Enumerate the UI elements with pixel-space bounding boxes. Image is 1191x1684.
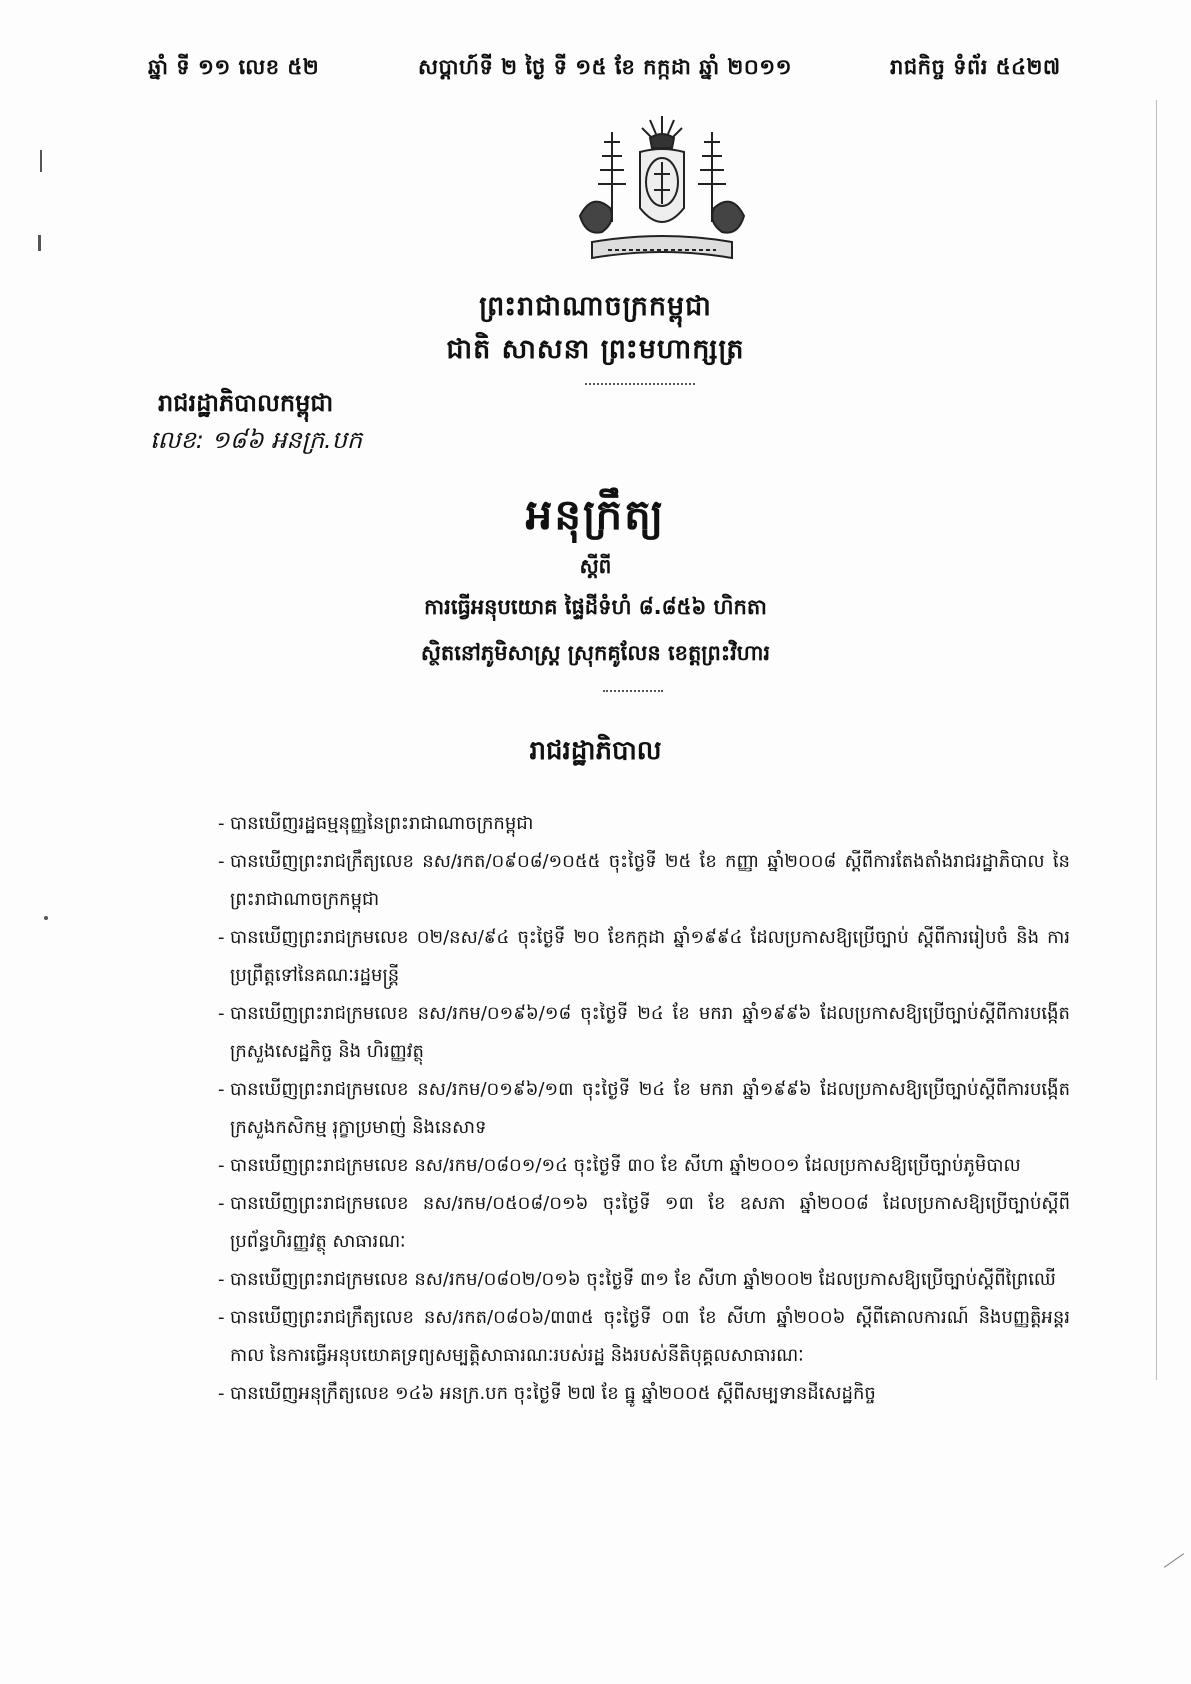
separator [603,690,663,692]
scan-speck [44,916,48,920]
document-subject-line-2: ស្ថិតនៅភូមិសាស្ត្រ ស្រុកគូលែន ខេត្តព្រះវិហារ [420,641,771,665]
list-item [230,843,1070,919]
preamble-list [230,805,1070,1413]
list-item [230,1071,1070,1147]
gazette-page-number: រាជកិច្ច ទំព័រ ៥៤២៧ [890,55,1061,79]
scan-speck [1156,100,1157,1380]
list-item-text: - បានឃើញព្រះរាជក្រមលេខ នស/រកម/០៨០១/១៤ ចុះថ្ងៃទី ៣០ ខែ សីហា ឆ្នាំ២០០១ ដែលប្រកាសឱ្យប្រើច្បាប់ភូមិបាល [230,1155,1021,1176]
list-item [230,1147,1070,1185]
scan-speck [1164,1553,1184,1568]
scan-speck [40,150,42,172]
list-item-text: - បានឃើញព្រះរាជក្រមលេខ នស/រកម/០៥០៨/០១៦ ចុះថ្ងៃទី ១៣ ខែ ឧសភា ឆ្នាំ២០០៨ ដែលប្រកាសឱ្យប្រើច្បាប់ស្តីពីប្រព័ន្ធហិរញ្ញវត្ថុ សាធារណៈ [230,1193,1070,1252]
list-item [230,805,1070,843]
reference-number: លេខ: ១៨៦ អនក្រ.បក [150,426,363,454]
list-item [230,1185,1070,1261]
kingdom-name: ព្រះរាជាណាចក្រកម្ពុជា [479,291,712,322]
scan-speck [38,235,41,251]
document-about: ស្តីពី [579,554,612,578]
list-item [230,1375,1070,1413]
list-item-text: - បានឃើញព្រះរាជក្រមលេខ ០២/នស/៩៤ ចុះថ្ងៃទី ២០ ខែកក្កដា ឆ្នាំ១៩៩៤ ដែលប្រកាសឱ្យប្រើច្បាប់ ស្តីពីការរៀបចំ និង ការប្រព្រឹត្តទៅនៃគណៈរដ្ឋមន្ត្រី [230,927,1070,986]
list-item-text: - បានឃើញព្រះរាជក្រឹត្យលេខ នស/រកត/០៩០៨/១០៥៥ ចុះថ្ងៃទី ២៥ ខែ កញ្ញា ឆ្នាំ២០០៨ ស្តីពីការតែងតាំងរាជរដ្ឋាភិបាល នៃព្រះរាជាណាចក្រកម្ពុជា [230,851,1070,910]
list-item-text: - បានឃើញអនុក្រឹត្យលេខ ១៤៦ អនក្រ.បក ចុះថ្ងៃទី ២៧ ខែ ធ្នូ ឆ្នាំ២០០៥ ស្តីពីសម្បទានដីសេដ្ឋកិច្ច [230,1383,876,1404]
list-item-text: - បានឃើញព្រះរាជក្រមលេខ នស/រកម/០១៩៦/១៣ ចុះថ្ងៃទី ២៤ ខែ មករា ឆ្នាំ១៩៩៦ ដែលប្រកាសឱ្យប្រើច្បាប់ស្តីពីការបង្កើតក្រសួងកសិកម្ម រុក្ខាប្រមាញ់ និងនេសាទ [230,1079,1070,1138]
list-item [230,1299,1070,1375]
list-item-text: - បានឃើញព្រះរាជក្រឹត្យលេខ នស/រកត/០៨០៦/៣៣៥ ចុះថ្ងៃទី ០៣ ខែ សីហា ឆ្នាំ២០០៦ ស្តីពីគោលការណ៍ និងបញ្ញត្តិអន្តរកាល នៃការធ្វើអនុបយោគទ្រព្យសម្បត្តិសាធារណៈរបស់រដ្ឋ និងរបស់នីតិបុគ្គលសាធារណៈ [230,1307,1070,1366]
list-item-text: - បានឃើញព្រះរាជក្រមលេខ នស/រកម/០៨០២/០១៦ ចុះថ្ងៃទី ៣១ ខែ សីហា ឆ្នាំ២០០២ ដែលប្រកាសឱ្យប្រើច្បាប់ស្តីពីព្រៃឈើ [230,1269,1056,1290]
issuing-authority: រាជរដ្ឋាភិបាលកម្ពុជា [158,389,334,417]
royal-arms-icon [572,112,752,272]
document-subject-line-1: ការធ្វើអនុបយោគ ផ្ទៃដីទំហំ ៨.៨៥៦ ហិកតា [424,595,767,619]
list-item [230,1261,1070,1299]
document-title: អនុក្រឹត្យ [525,490,666,539]
gazette-year-issue: ឆ្នាំ ទី ១១ លេខ ៥២ [148,55,320,79]
separator [585,383,695,385]
national-motto: ជាតិ សាសនា ព្រះមហាក្សត្រ [446,334,745,365]
list-item [230,995,1070,1071]
gazette-date: សប្តាហ៍ទី ២ ថ្ងៃ ទី ១៥ ខែ កក្កដា ឆ្នាំ ២០១១ [418,55,792,79]
list-item-text: - បានឃើញព្រះរាជក្រមលេខ នស/រកម/០១៩៦/១៨ ចុះថ្ងៃទី ២៤ ខែ មករា ឆ្នាំ១៩៩៦ ដែលប្រកាសឱ្យប្រើច្បាប់ស្តីពីការបង្កើតក្រសួងសេដ្ឋកិច្ច និង ហិរញ្ញវត្ថុ [230,1003,1070,1062]
list-item-text: - បានឃើញរដ្ឋធម្មនុញ្ញនៃព្រះរាជាណាចក្រកម្ពុជា [230,813,534,834]
section-heading: រាជរដ្ឋាភិបាល [529,736,662,766]
list-item [230,919,1070,995]
